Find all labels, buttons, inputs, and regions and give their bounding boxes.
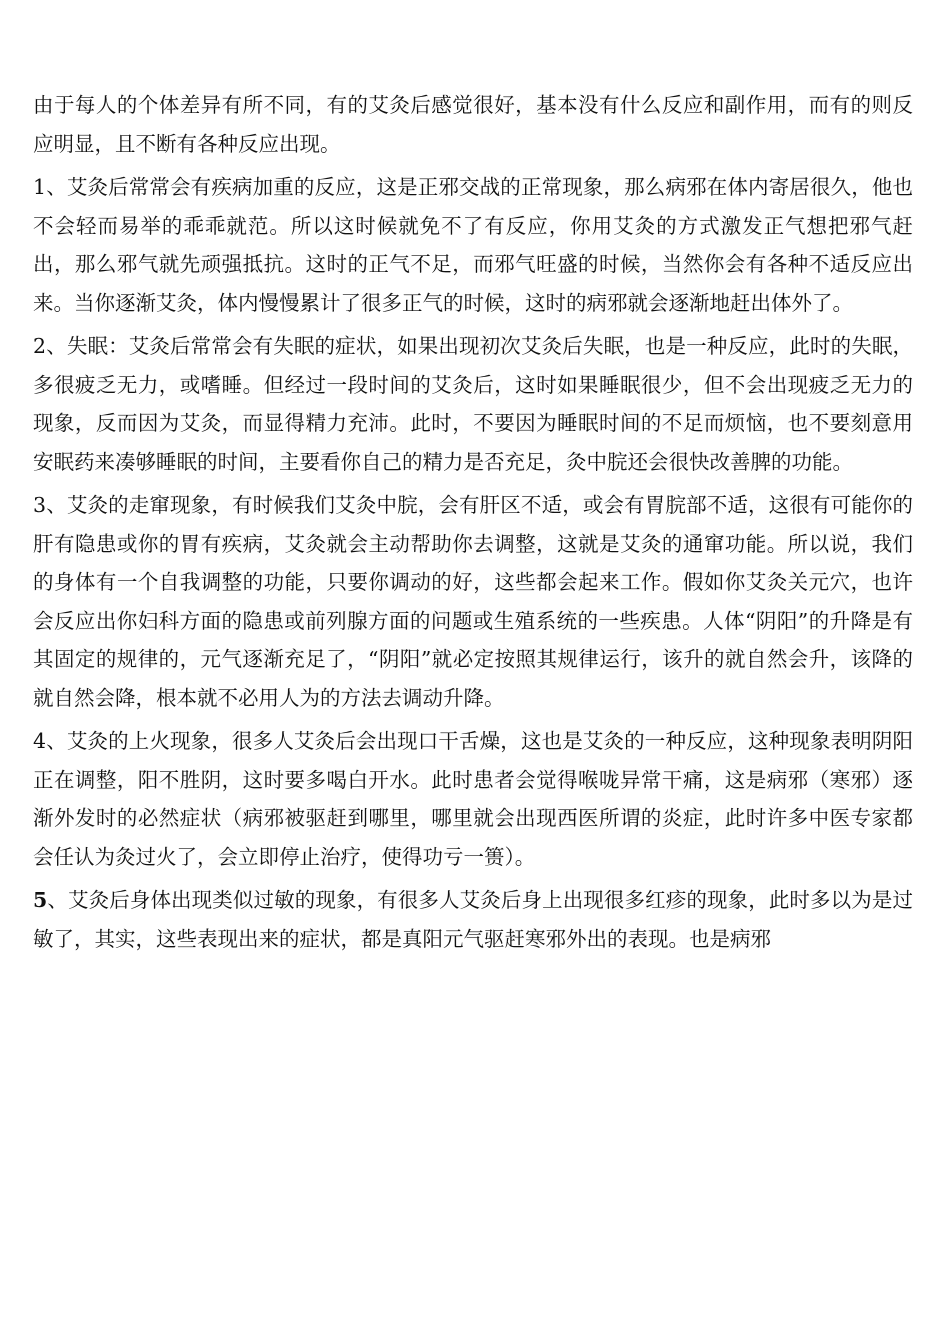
paragraph-text: 、失眠：艾灸后常常会有失眠的症状，如果出现初次艾灸后失眠，也是一种反应，此时的失眠，多很疲乏无力，或嗜睡。但经过一段时间的艾灸后，这时如果睡眠很少，但不会出现疲乏无力的现象，反而因为艾灸，而显得精力充沛。此时，不要因为睡眠时间的不足而烦恼，也不要刻意用安眠药来凑够睡眠的时间，主要看你自己的精力是否充足，灸中脘还会很快改善脾的功能。 — [33, 334, 913, 474]
paragraph-number: 4 — [33, 729, 47, 753]
paragraph-text: 、艾灸的上火现象，很多人艾灸后会出现口干舌燥，这也是艾灸的一种反应，这种现象表明阴阳正在调整，阳不胜阴，这时要多喝白开水。此时患者会觉得喉咙异常干痛，这是病邪（寒邪）逐渐外发时的必然症状（病邪被驱赶到哪里，哪里就会出现西医所谓的炎症，此时许多中医专家都会任认为灸过火了，会立即停止治疗，使得功亏一篑）。 — [33, 729, 913, 869]
paragraph-2 — [33, 327, 913, 481]
paragraph-1 — [33, 168, 913, 322]
paragraph-number: 2 — [33, 334, 47, 358]
paragraph-text: 、艾灸后身体出现类似过敏的现象，有很多人艾灸后身上出现很多红疹的现象，此时多以为是过敏了，其实，这些表现出来的症状，都是真阳元气驱赶寒邪外出的表现。也是病邪 — [33, 888, 913, 951]
paragraph-number: 3 — [33, 493, 47, 517]
paragraph-intro — [33, 86, 913, 163]
paragraph-3 — [33, 486, 913, 717]
paragraph-4 — [33, 722, 913, 876]
paragraph-text: 、艾灸的走窜现象，有时候我们艾灸中脘，会有肝区不适，或会有胃脘部不适，这很有可能你的肝有隐患或你的胃有疾病，艾灸就会主动帮助你去调整，这就是艾灸的通窜功能。所以说，我们的身体有一个自我调整的功能，只要你调动的好，这些都会起来工作。假如你艾灸关元穴，也许会反应出你妇科方面的隐患或前列腺方面的问题或生殖系统的一些疾患。人体“阴阳”的升降是有其固定的规律的，元气逐渐充足了，“阴阳”就必定按照其规律运行，该升的就自然会升，该降的就自然会降，根本就不必用人为的方法去调动升降。 — [33, 493, 913, 710]
paragraph-text: 由于每人的个体差异有所不同，有的艾灸后感觉很好，基本没有什么反应和副作用，而有的则反应明显，且不断有各种反应出现。 — [33, 93, 913, 156]
paragraph-5 — [33, 881, 913, 958]
document-body — [33, 86, 913, 963]
paragraph-text: 、艾灸后常常会有疾病加重的反应，这是正邪交战的正常现象，那么病邪在体内寄居很久，他也不会轻而易举的乖乖就范。所以这时候就免不了有反应，你用艾灸的方式激发正气想把邪气赶出，那么邪气就先顽强抵抗。这时的正气不足，而邪气旺盛的时候，当然你会有各种不适反应出来。当你逐渐艾灸，体内慢慢累计了很多正气的时候，这时的病邪就会逐渐地赶出体外了。 — [33, 175, 913, 315]
paragraph-number: 1 — [33, 175, 47, 199]
paragraph-number: 5 — [33, 888, 48, 912]
